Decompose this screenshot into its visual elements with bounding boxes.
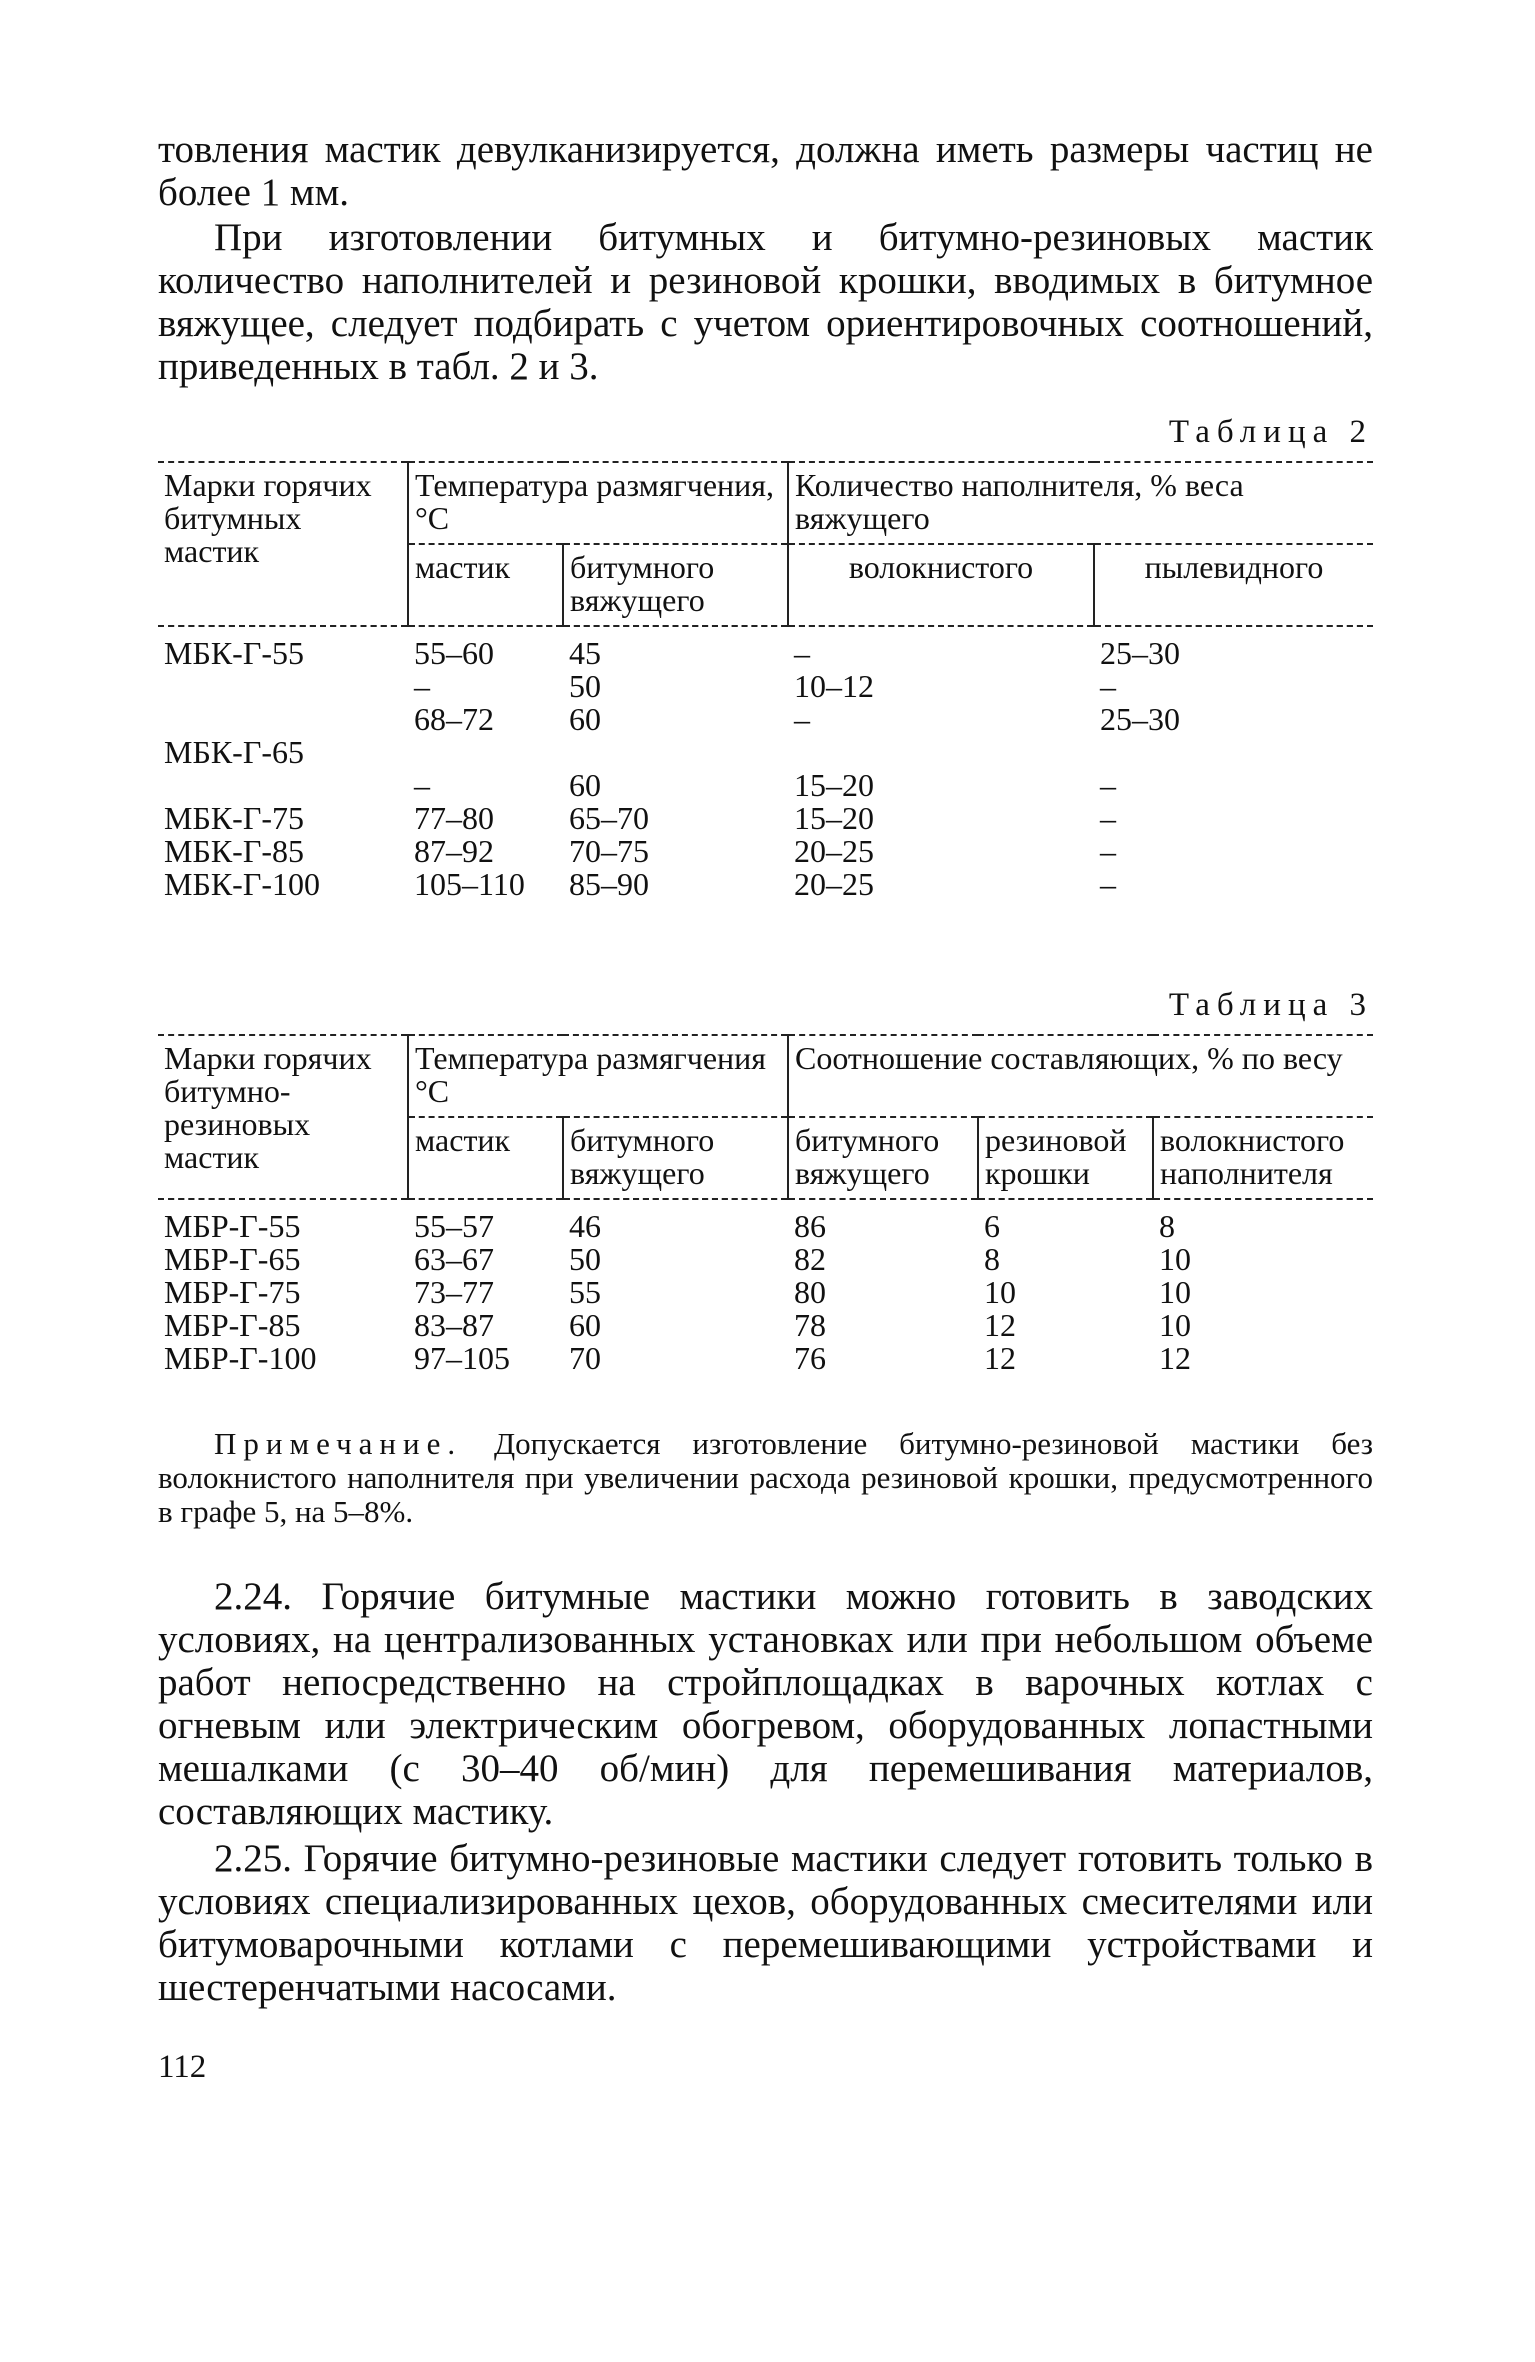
cell: 60: [569, 767, 601, 803]
cell: 45: [569, 635, 601, 671]
cell: –: [1100, 866, 1116, 902]
cell: 15–20: [794, 767, 874, 803]
table2-header-brand: Марки горячих битумных мастик: [164, 467, 372, 569]
section-2-25: 2.25. Горячие битумно-резиновые мастики следует готовить только в условиях специализированных цехов, оборудованных смесителями или битумоварочными котлами с перемешивающими устройствами и шестеренчатыми насосами.: [158, 1837, 1373, 2009]
cell: [158, 703, 408, 736]
cell: МБК-Г-75: [164, 800, 304, 836]
cell: 63–67: [414, 1241, 494, 1277]
table3-header-brand: Марки горячих битумно-резиновых мастик: [164, 1040, 372, 1175]
cell: [158, 769, 408, 802]
table-row: [158, 703, 1373, 736]
cell: МБР-Г-65: [164, 1241, 301, 1277]
cell: 83–87: [414, 1307, 494, 1343]
table2-header-temp: Температура размягчения, °С: [408, 462, 788, 544]
table-row: [158, 736, 1373, 769]
cell: МБР-Г-75: [164, 1274, 301, 1310]
note-label: Примечание.: [214, 1426, 463, 1461]
paragraph-continuation: товления мастик девулканизируется, должна иметь размеры частиц не более 1 мм.: [158, 128, 1373, 214]
cell: 25–30: [1100, 635, 1180, 671]
cell: –: [414, 668, 430, 704]
table3-header-ratio: Соотношение составляющих, % по весу: [788, 1035, 1373, 1117]
cell: [788, 736, 1094, 769]
cell: 70–75: [569, 833, 649, 869]
table-row: [158, 670, 1373, 703]
cell: 46: [569, 1208, 601, 1244]
table-row: [158, 1309, 1373, 1342]
table2: [158, 461, 1373, 901]
cell: 10: [1159, 1241, 1191, 1277]
table-row: [158, 626, 1373, 670]
cell: 25–30: [1100, 701, 1180, 737]
cell: 60: [569, 1307, 601, 1343]
cell: –: [1100, 833, 1116, 869]
cell: –: [1100, 668, 1116, 704]
cell: 8: [1159, 1208, 1175, 1244]
cell: 55: [569, 1274, 601, 1310]
table2-header-binder: битумного вяжущего: [563, 544, 788, 626]
page: [158, 128, 1373, 2086]
cell: 12: [1159, 1340, 1191, 1376]
cell: 73–77: [414, 1274, 494, 1310]
cell: 10: [984, 1274, 1016, 1310]
cell: 87–92: [414, 833, 494, 869]
cell: 55–57: [414, 1208, 494, 1244]
cell: 10: [1159, 1307, 1191, 1343]
cell: 77–80: [414, 800, 494, 836]
cell: МБК-Г-55: [164, 635, 304, 671]
table-row: [158, 802, 1373, 835]
cell: [408, 736, 563, 769]
note-text: Допускается изготовление битумно-резиновой мастики без волокнистого наполнителя при увеличении расхода резиновой крошки, предусмотренного в графе 5, на 5–8%.: [158, 1426, 1373, 1529]
table-row: [158, 1243, 1373, 1276]
paragraph-fillers: При изготовлении битумных и битумно-резиновых мастик количество наполнителей и резиновой крошки, вводимых в битумное вяжущее, следует подбирать с учетом ориентировочных соотношений, приведенных в табл. 2 и 3.: [158, 216, 1373, 388]
cell: МБК-Г-100: [164, 866, 320, 902]
table2-header-fibrous: волокнистого: [788, 544, 1094, 626]
cell: 70: [569, 1340, 601, 1376]
cell: 20–25: [794, 866, 874, 902]
cell: 105–110: [414, 866, 525, 902]
table-row: [158, 1276, 1373, 1309]
table2-header-dusty: пылевидного: [1094, 544, 1373, 626]
table3-caption: Таблица 3: [1168, 987, 1373, 1023]
cell: 10: [1159, 1274, 1191, 1310]
table3-header-rubber: резиновой крошки: [978, 1117, 1153, 1199]
table3: [158, 1034, 1373, 1375]
cell: –: [414, 767, 430, 803]
cell: 50: [569, 1241, 601, 1277]
cell: 12: [984, 1340, 1016, 1376]
cell: 6: [984, 1208, 1000, 1244]
cell: 86: [794, 1208, 826, 1244]
table-row: [158, 1342, 1373, 1375]
cell: 12: [984, 1307, 1016, 1343]
cell: МБК-Г-65: [164, 734, 304, 770]
cell: 20–25: [794, 833, 874, 869]
cell: 85–90: [569, 866, 649, 902]
cell: 60: [569, 701, 601, 737]
table-row: [158, 769, 1373, 802]
cell: –: [1100, 800, 1116, 836]
cell: –: [1100, 767, 1116, 803]
cell: –: [794, 701, 810, 737]
cell: 15–20: [794, 800, 874, 836]
table-row: [158, 868, 1373, 901]
table3-header-mastic: мастик: [408, 1117, 563, 1199]
cell: –: [794, 635, 810, 671]
cell: 10–12: [794, 668, 874, 704]
cell: [563, 736, 788, 769]
table-row: [158, 1199, 1373, 1243]
section-2-24: 2.24. Горячие битумные мастики можно готовить в заводских условиях, на централизованных установках или при небольшом объеме работ непосредственно на стройплощадках в варочных котлах с огневым или электрическим обогревом, оборудованных лопастными мешалками (с 30–40 об/мин) для перемешивания материалов, составляющих мастику.: [158, 1575, 1373, 1833]
cell: 50: [569, 668, 601, 704]
cell: 80: [794, 1274, 826, 1310]
cell: МБК-Г-85: [164, 833, 304, 869]
table2-header-qty: Количество наполнителя, % веса вяжущего: [788, 462, 1373, 544]
cell: [158, 670, 408, 703]
cell: 82: [794, 1241, 826, 1277]
table3-header-temp: Температура размягчения °С: [408, 1035, 788, 1117]
cell: МБР-Г-85: [164, 1307, 301, 1343]
cell: 68–72: [414, 701, 494, 737]
table3-header-fiber: волокнистого наполнителя: [1153, 1117, 1373, 1199]
cell: 76: [794, 1340, 826, 1376]
cell: [1094, 736, 1373, 769]
table2-caption: Таблица 2: [1168, 414, 1373, 450]
cell: 55–60: [414, 635, 494, 671]
cell: МБР-Г-100: [164, 1340, 317, 1376]
cell: 65–70: [569, 800, 649, 836]
page-number: 112: [158, 2049, 207, 2085]
table3-header-binder-ratio: битумного вяжущего: [788, 1117, 978, 1199]
table-row: [158, 835, 1373, 868]
table3-header-binder: битумного вяжущего: [563, 1117, 788, 1199]
cell: МБР-Г-55: [164, 1208, 301, 1244]
table2-header-mastic: мастик: [408, 544, 563, 626]
cell: 97–105: [414, 1340, 510, 1376]
cell: 78: [794, 1307, 826, 1343]
cell: 8: [984, 1241, 1000, 1277]
table3-note: [158, 1427, 1373, 1529]
